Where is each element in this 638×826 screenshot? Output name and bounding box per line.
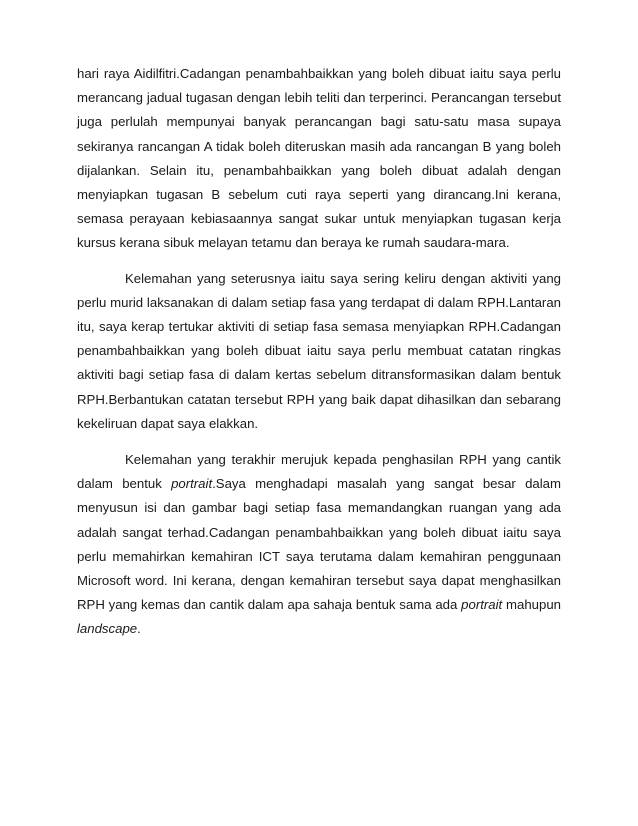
paragraph-1-text: hari raya Aidilfitri.Cadangan penambahbaikkan yang boleh dibuat iaitu saya perlu merancang jadual tugasan dengan lebih teliti dan terperinci. Perancangan tersebut juga perlulah mempunyai banyak perancangan bagi satu-satu masa supaya sekiranya rancangan A tidak boleh diteruskan masih ada rancangan B yang boleh dijalankan. Selain itu, penambahbaikkan yang boleh dibuat adalah dengan menyiapkan tugasan B sebelum cuti raya seperti yang dirancang.Ini kerana, semasa perayaan kebiasaannya sangat sukar untuk menyiapkan tugasan kerja kursus kerana sibuk melayan tetamu dan beraya ke rumah saudara-mara. bbox=[77, 66, 561, 251]
paragraph-3-text: . bbox=[137, 621, 141, 637]
paragraph-3 bbox=[77, 448, 561, 642]
italic-term-landscape: landscape bbox=[77, 621, 138, 637]
paragraph-2 bbox=[77, 267, 561, 436]
italic-term-portrait: portrait bbox=[461, 597, 503, 613]
paragraph-1 bbox=[77, 62, 561, 256]
paragraph-2-text: Kelemahan yang seterusnya iaitu saya sering keliru dengan aktiviti yang perlu murid laksanakan di dalam setiap fasa yang terdapat di dalam RPH.Lantaran itu, saya kerap tertukar aktiviti di setiap fasa semasa menyiapkan RPH.Cadangan penambahbaikkan yang boleh dibuat iaitu saya perlu membuat catatan ringkas aktiviti bagi setiap fasa di dalam kertas sebelum ditransformasikan dalam bentuk RPH.Berbantukan catatan tersebut RPH yang baik dapat dihasilkan dan sebarang kekeliruan dapat saya elakkan. bbox=[77, 270, 561, 431]
italic-term-portrait: portrait bbox=[171, 476, 213, 492]
paragraph-3-text: Kelemahan yang terakhir merujuk kepada penghasilan RPH yang cantik dalam bentuk bbox=[77, 452, 561, 492]
document-body bbox=[77, 62, 561, 654]
paragraph-3-text: .Saya menghadapi masalah yang sangat besar dalam menyusun isi dan gambar bagi setiap fasa memandangkan ruangan yang ada adalah sangat terhad.Cadangan penambahbaikkan yang boleh dibuat iaitu saya perlu memahirkan kemahiran ICT saya terutama dalam kemahiran penggunaan Microsoft word. Ini kerana, dengan kemahiran tersebut saya dapat menghasilkan RPH yang kemas dan cantik dalam apa sahaja bentuk sama ada bbox=[77, 476, 561, 613]
paragraph-3-text: mahupun bbox=[502, 597, 561, 613]
